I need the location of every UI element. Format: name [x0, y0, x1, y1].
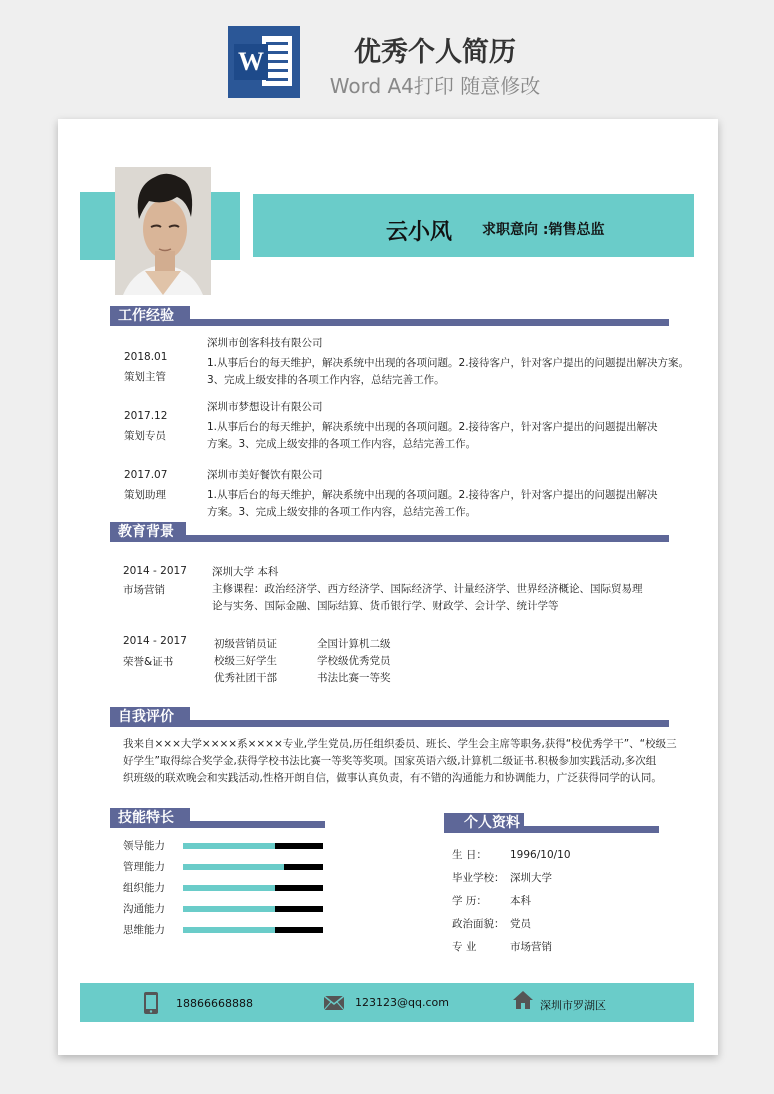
info-key: 政治面貌：: [452, 918, 505, 930]
info-value: 本科: [510, 895, 531, 907]
work-company: 深圳市美好餐饮有限公司: [207, 469, 323, 481]
section-divider: [110, 535, 669, 542]
skill-name: 领导能力: [123, 840, 165, 852]
contact-email: 123123@qq.com: [355, 996, 449, 1009]
skill-name: 沟通能力: [123, 903, 165, 915]
self-eval-text: 织班级的联欢晚会和实践活动,性格开朗自信，做事认真负责，有不错的沟通能力和协调能力，广泛获得同学的认同。: [123, 772, 662, 784]
work-desc: 方案。3、完成上级安排的各项工作内容，总结完善工作。: [207, 506, 477, 518]
skill-bar-fill: [183, 927, 275, 933]
phone-icon: [143, 991, 159, 1015]
section-skills: [110, 808, 325, 828]
work-date: 2017.07: [124, 469, 168, 481]
skill-bar: [183, 906, 323, 912]
info-birthday: [452, 847, 571, 862]
skill-bar-fill: [183, 864, 284, 870]
honor-item: 书法比赛一等奖: [317, 672, 391, 684]
honor-item: 全国计算机二级: [317, 638, 391, 650]
skill-name: 管理能力: [123, 861, 165, 873]
honor-item: 学校级优秀党员: [317, 655, 391, 667]
mail-icon: [323, 995, 345, 1011]
skill-bar: [183, 843, 323, 849]
info-value: 市场营销: [510, 941, 552, 953]
page-title: 优秀个人简历: [354, 37, 516, 68]
honor-item: 优秀社团干部: [214, 672, 277, 684]
section-divider: [110, 720, 669, 727]
work-company: 深圳市创客科技有限公司: [207, 337, 323, 349]
section-title: 工作经验: [110, 306, 190, 326]
info-key: 生 日：: [452, 849, 487, 861]
header-band-right: [253, 194, 694, 257]
section-title: 教育背景: [110, 522, 186, 542]
section-divider: [110, 319, 669, 326]
job-intent: 求职意向 :销售总监: [482, 222, 605, 238]
page-subtitle: Word A4打印 随意修改: [329, 74, 541, 98]
skill-name: 思维能力: [123, 924, 165, 936]
home-icon: [512, 990, 534, 1010]
edu-period: 2014 - 2017: [123, 565, 187, 577]
skill-bar-fill: [183, 885, 275, 891]
edu-major: 市场营销: [123, 584, 165, 596]
work-desc: 1.从事后台的每天维护，解决系统中出现的各项问题。2.接待客户，针对客户提出的问题提出解决: [207, 489, 658, 501]
work-desc: 1.从事后台的每天维护，解决系统中出现的各项问题。2.接待客户，针对客户提出的问题提出解决方案。: [207, 357, 690, 369]
work-date: 2017.12: [124, 410, 168, 422]
honor-item: 初级营销员证: [214, 638, 277, 650]
work-desc: 1.从事后台的每天维护，解决系统中出现的各项问题。2.接待客户，针对客户提出的问题提出解决: [207, 421, 658, 433]
work-role: 策划主管: [124, 371, 166, 383]
info-key: 专 业: [452, 941, 477, 953]
profile-photo: [115, 167, 211, 295]
skill-bar-fill: [183, 906, 275, 912]
candidate-name: 云小风: [386, 220, 453, 245]
honor-item: 校级三好学生: [214, 655, 277, 667]
section-title: 自我评价: [110, 707, 190, 727]
work-company: 深圳市梦想设计有限公司: [207, 401, 323, 413]
section-title: 个人资料: [444, 813, 524, 833]
edu-courses: 论与实务、国际金融、国际结算、货币银行学、财政学、会计学、统计学等: [212, 600, 559, 612]
skill-name: 组织能力: [123, 882, 165, 894]
info-value: 1996/10/10: [510, 849, 571, 861]
skill-bar: [183, 885, 323, 891]
skill-bar: [183, 864, 323, 870]
section-title: 技能特长: [110, 808, 190, 828]
contact-phone: 18866668888: [176, 997, 253, 1010]
info-key: 学 历：: [452, 895, 487, 907]
edu-school: 深圳大学 本科: [212, 566, 279, 578]
work-date: 2018.01: [124, 351, 168, 363]
section-self-eval: [110, 707, 669, 727]
section-education: [110, 522, 669, 542]
info-politics: [452, 916, 531, 931]
work-role: 策划助理: [124, 489, 166, 501]
section-work: [110, 306, 669, 326]
info-school: [452, 870, 552, 885]
work-desc: 3、完成上级安排的各项工作内容，总结完善工作。: [207, 374, 445, 386]
skill-bar-fill: [183, 843, 275, 849]
contact-address: 深圳市罗湖区: [540, 999, 606, 1012]
info-key: 毕业学校：: [452, 872, 505, 884]
portrait-image: [115, 167, 211, 295]
honors-period: 2014 - 2017: [123, 635, 187, 647]
self-eval-text: 好学生”取得综合奖学金,获得学校书法比赛一等奖等奖项。国家英语六级,计算机二级证书.积极参加实践活动,多次组: [123, 755, 657, 767]
word-letter: W: [234, 44, 268, 80]
info-major: [452, 939, 552, 954]
work-desc: 方案。3、完成上级安排的各项工作内容，总结完善工作。: [207, 438, 477, 450]
info-value: 深圳大学: [510, 872, 552, 884]
honors-label: 荣誉&证书: [123, 656, 174, 668]
self-eval-text: 我来自×××大学××××系××××专业,学生党员,历任组织委员、班长、学生会主席等职务,获得“校优秀学干”、“校级三: [123, 738, 677, 750]
info-value: 党员: [510, 918, 531, 930]
skill-bar: [183, 927, 323, 933]
word-icon: [228, 26, 300, 98]
work-role: 策划专员: [124, 430, 166, 442]
edu-courses: 主修课程：政治经济学、西方经济学、国际经济学、计量经济学、世界经济概论、国际贸易理: [212, 583, 643, 595]
section-personal: [444, 813, 659, 833]
info-degree: [452, 893, 531, 908]
